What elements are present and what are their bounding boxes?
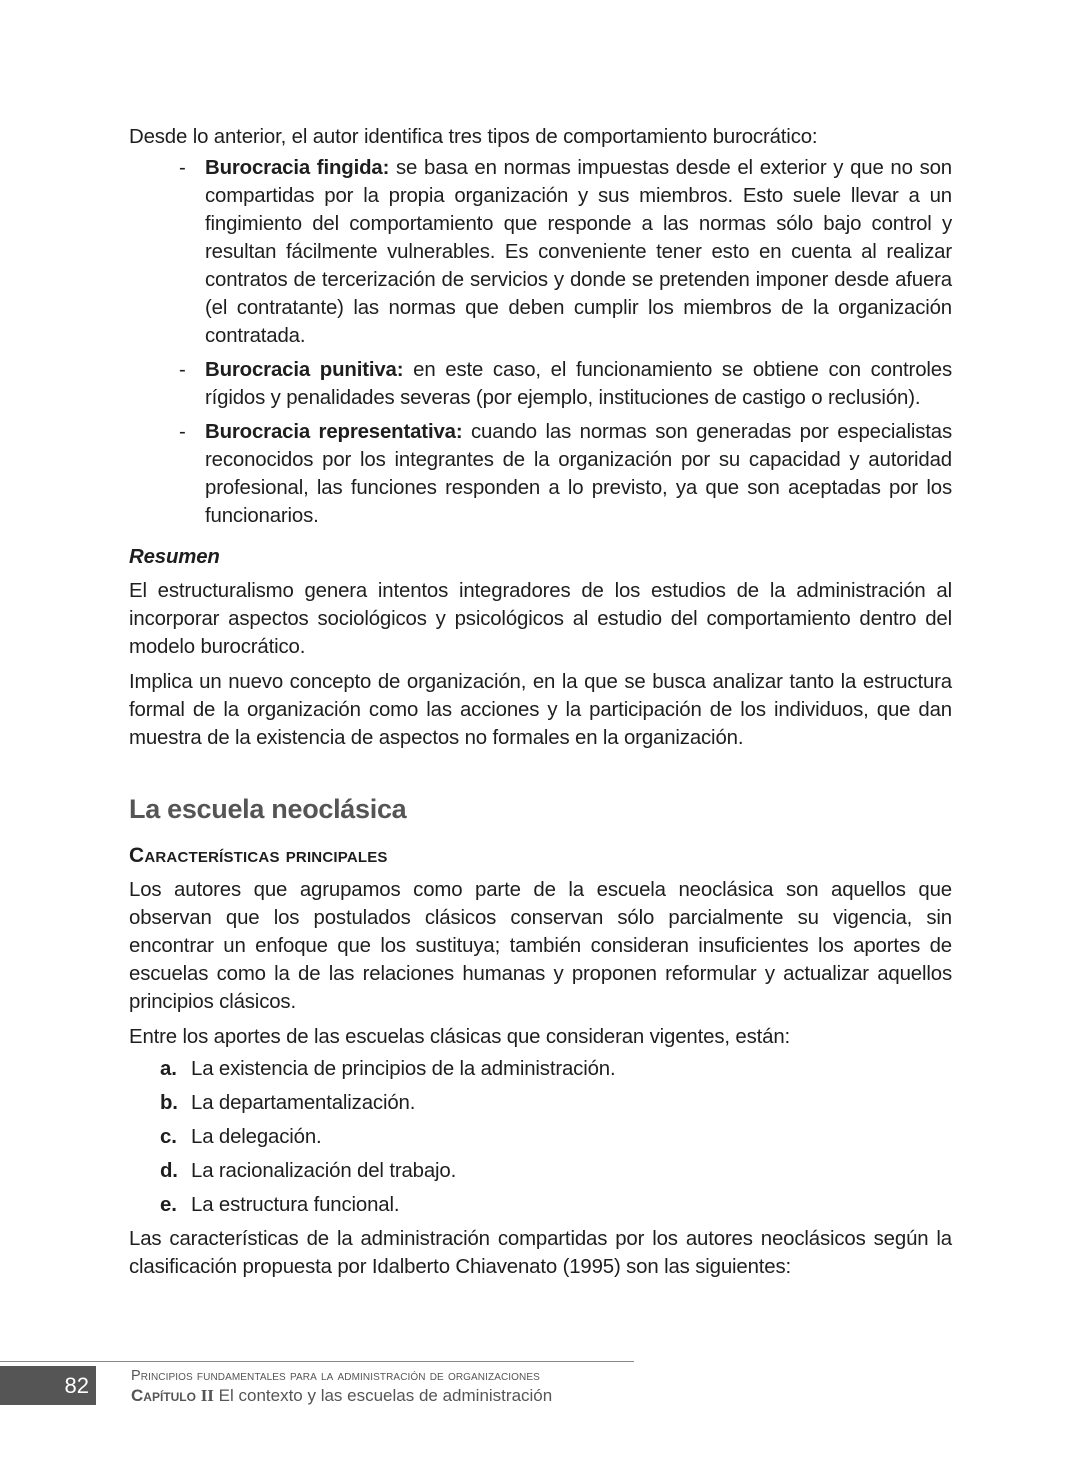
closing-paragraph: Las características de la administración compartidas por los autores neoclásicos según la clasificación propuesta por Idalberto Chiavenato (1995) son las siguientes: <box>129 1228 952 1278</box>
list-intro: Entre los aportes de las escuelas clásicas que consideran vigentes, están: <box>129 1026 791 1048</box>
dash-bullet: - <box>179 157 186 179</box>
list-item <box>129 1055 952 1083</box>
section-title: La escuela neoclásica <box>129 794 407 824</box>
section-paragraph: Los autores que agrupamos como parte de la escuela neoclásica son aquellos que observan que los postulados clásicos conservan sólo parcialmente su vigencia, sin encontrar un enfoque que los sustituya; también consideran insuficientes los aportes de escuelas como la de las relaciones humanas y proponen reformular y actualizar aquellos principios clásicos. <box>129 879 952 1013</box>
list-item <box>129 1157 952 1185</box>
chapter-line <box>131 1385 552 1407</box>
resumen-paragraph-2: Implica un nuevo concepto de organización, en la que se busca analizar tanto la estructura formal de la organización como las acciones y la participación de los individuos, que dan muestra de la existencia de aspectos no formales en la organización. <box>129 671 952 749</box>
page-body <box>129 123 952 1288</box>
list-item <box>129 1089 952 1117</box>
footer-divider <box>0 1361 634 1362</box>
term-description: en este caso, el funcionamiento se obtiene con controles rígidos y penalidades severas (por ejemplo, instituciones de castigo o reclusión). <box>205 359 953 409</box>
term-label: Burocracia punitiva: <box>205 359 404 381</box>
list-marker: e. <box>160 1194 177 1216</box>
list-marker: c. <box>160 1126 177 1148</box>
list-marker: d. <box>160 1160 178 1182</box>
resumen-paragraph-1: El estructuralismo genera intentos integradores de los estudios de la administración al incorporar aspectos sociológicos y psicológicos al estudio del comportamiento dentro del modelo burocrático. <box>129 580 952 658</box>
list-item-text: La existencia de principios de la administración. <box>191 1058 616 1080</box>
list-item-burocracia-representativa <box>129 418 952 530</box>
chapter-number: II <box>200 1386 214 1405</box>
term-description: cuando las normas son generadas por especialistas reconocidos por los integrantes de la organización por su capacidad y autoridad profesional, las funciones responden a lo previsto, ya que son aceptadas por los funcionarios. <box>205 421 952 527</box>
term-label: Burocracia representativa: <box>205 421 463 443</box>
dash-bullet: - <box>179 421 186 443</box>
list-item-burocracia-punitiva <box>129 356 952 412</box>
subsection-title: Características principales <box>129 844 388 867</box>
resumen-heading: Resumen <box>129 546 220 568</box>
term-description: se basa en normas impuestas desde el exterior y que no son compartidas por la propia organización y sus miembros. Esto suele llevar a un fingimiento del comportamiento que responde a las normas sólo bajo control y resultan fácilmente vulnerables. Es conveniente tener esto en cuenta al realizar contratos de tercerización de servicios y donde se pretenden imponer desde afuera (el contratante) las normas que deben cumplir los miembros de la organización contratada. <box>205 157 953 347</box>
list-item <box>129 1191 952 1219</box>
running-footer <box>131 1367 552 1407</box>
term-label: Burocracia fingida: <box>205 157 390 179</box>
list-item-text: La racionalización del trabajo. <box>191 1160 457 1182</box>
contributions-list <box>129 1055 952 1219</box>
chapter-label: Capítulo <box>131 1386 196 1405</box>
list-marker: b. <box>160 1092 178 1114</box>
list-item-text: La estructura funcional. <box>191 1194 400 1216</box>
bureaucracy-types-list <box>129 154 952 530</box>
list-item-burocracia-fingida <box>129 154 952 350</box>
list-item <box>129 1123 952 1151</box>
page-number: 82 <box>0 1366 96 1405</box>
book-title: Principios fundamentales para la administración de organizaciones <box>131 1368 540 1384</box>
list-item-text: La departamentalización. <box>191 1092 416 1114</box>
list-item-text: La delegación. <box>191 1126 322 1148</box>
list-marker: a. <box>160 1058 177 1080</box>
chapter-title: El contexto y las escuelas de administración <box>213 1386 553 1405</box>
intro-paragraph: Desde lo anterior, el autor identifica tres tipos de comportamiento burocrático: <box>129 126 818 148</box>
dash-bullet: - <box>179 359 186 381</box>
